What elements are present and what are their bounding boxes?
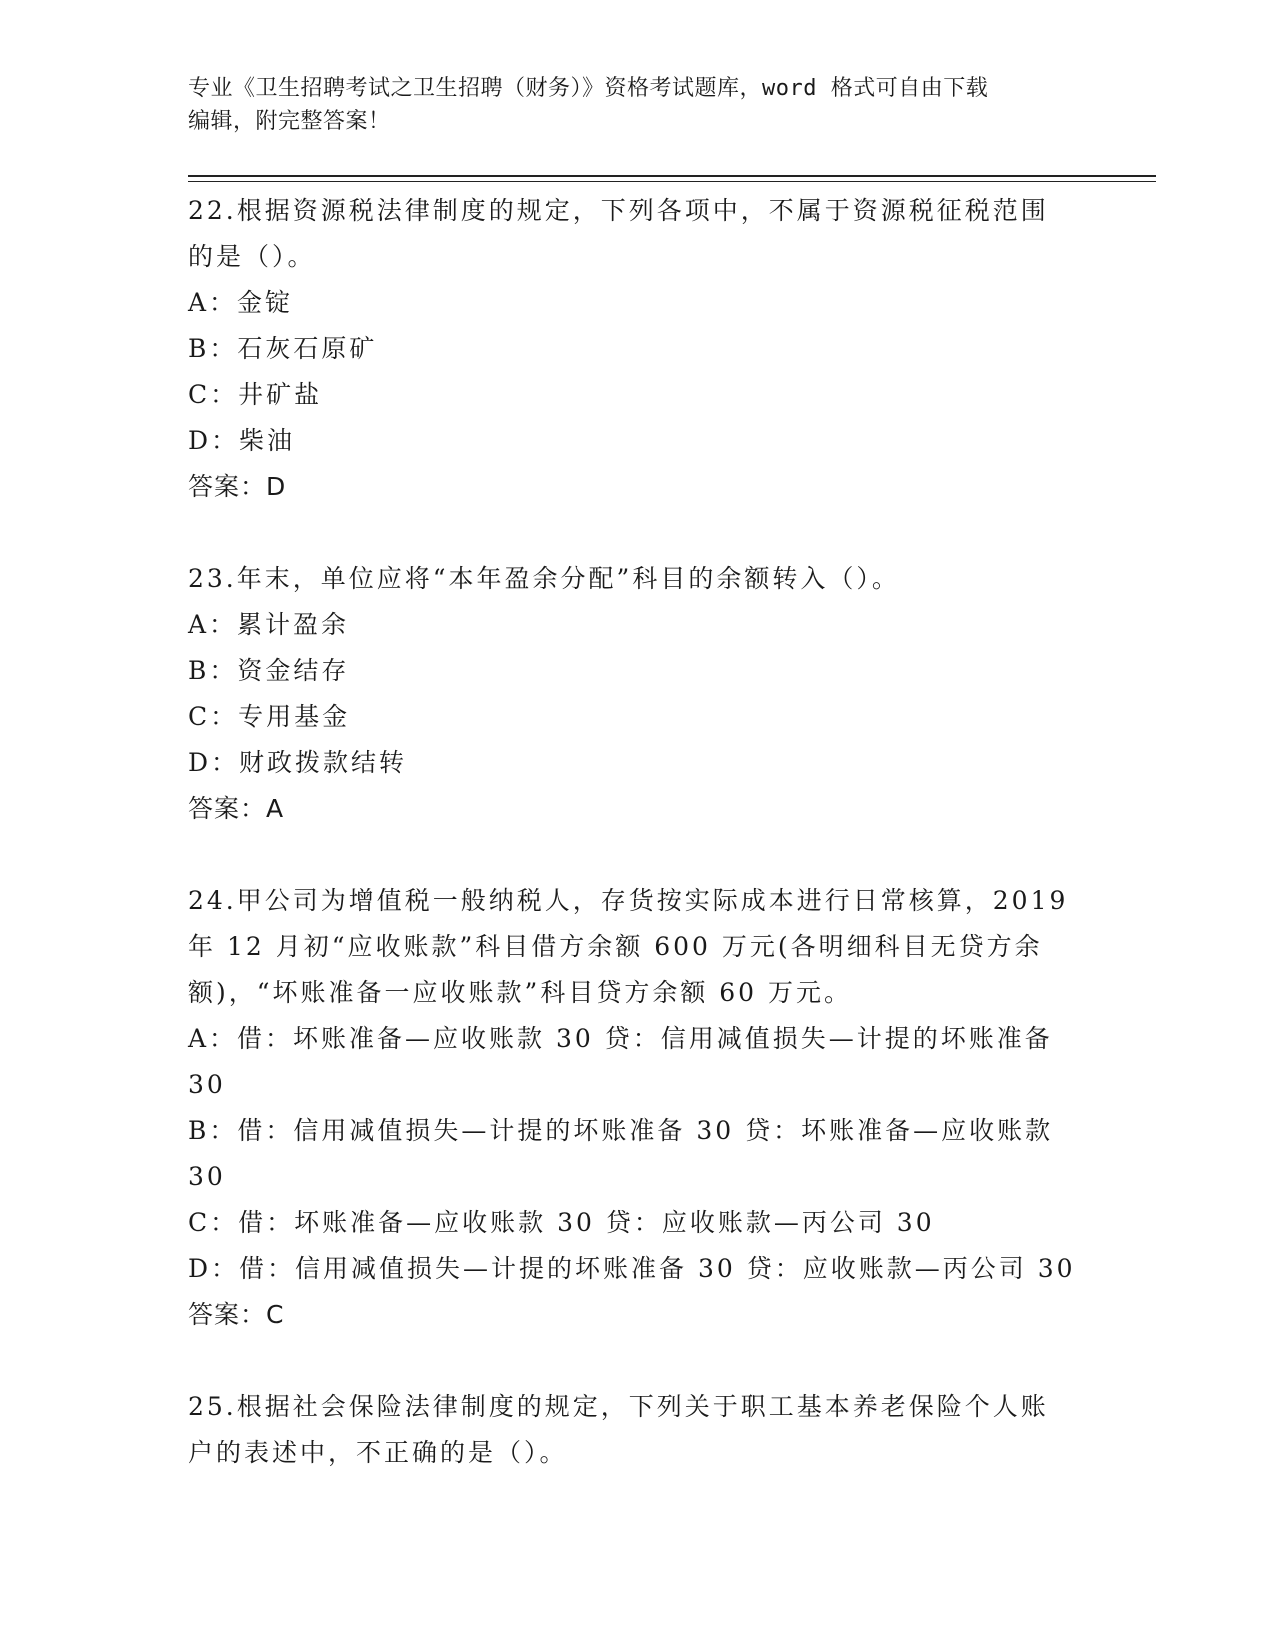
option-c: C：借：坏账准备—应收账款 30 贷：应收账款—丙公司 30	[188, 1208, 935, 1237]
question-22	[188, 188, 1088, 510]
header-divider-thin	[188, 181, 1156, 182]
document-header	[188, 72, 1068, 138]
question-stem-line: 24.甲公司为增值税一般纳税人，存货按实际成本进行日常核算，2019	[188, 886, 1069, 915]
question-stem-line: 户的表述中，不正确的是（）。	[188, 1438, 568, 1467]
question-25	[188, 1384, 1088, 1476]
option-a: A：金锭	[188, 288, 294, 317]
question-24	[188, 878, 1088, 1338]
option-b: B：石灰石原矿	[188, 334, 378, 363]
option-b: B：资金结存	[188, 656, 350, 685]
question-spacer	[188, 1338, 1088, 1384]
option-a: A：借：坏账准备—应收账款 30 贷：信用减值损失—计提的坏账准备	[188, 1024, 1053, 1053]
option-d: D：柴油	[188, 426, 296, 455]
header-line-1: 专业《卫生招聘考试之卫生招聘（财务）》资格考试题库，word 格式可自由下载	[188, 76, 989, 101]
question-stem-line: 的是（）。	[188, 242, 316, 271]
answer-label: 答案：D	[188, 472, 287, 501]
option-c: C：井矿盐	[188, 380, 323, 409]
question-spacer	[188, 510, 1088, 556]
question-stem-line: 年 12 月初“应收账款”科目借方余额 600 万元(各明细科目无贷方余	[188, 932, 1043, 961]
question-stem-line: 额)，“坏账准备一应收账款”科目贷方余额 60 万元。	[188, 978, 853, 1007]
question-stem-line: 22.根据资源税法律制度的规定，下列各项中，不属于资源税征税范围	[188, 196, 1049, 225]
option-b-continued: 30	[188, 1162, 226, 1191]
question-stem-line: 25.根据社会保险法律制度的规定，下列关于职工基本养老保险个人账	[188, 1392, 1049, 1421]
question-spacer	[188, 832, 1088, 878]
header-line-2: 编辑，附完整答案！	[188, 109, 391, 134]
question-23	[188, 556, 1088, 832]
option-c: C：专用基金	[188, 702, 351, 731]
option-a-continued: 30	[188, 1070, 226, 1099]
option-d: D：借：信用减值损失—计提的坏账准备 30 贷：应收账款—丙公司 30	[188, 1254, 1076, 1283]
question-list	[188, 188, 1088, 1476]
option-b: B：借：信用减值损失—计提的坏账准备 30 贷：坏账准备—应收账款	[188, 1116, 1054, 1145]
answer-label: 答案：A	[188, 794, 285, 823]
option-d: D：财政拨款结转	[188, 748, 408, 777]
answer-label: 答案：C	[188, 1300, 285, 1329]
question-stem-line: 23.年末，单位应将“本年盈余分配”科目的余额转入（）。	[188, 564, 900, 593]
header-divider-thick	[188, 175, 1156, 177]
option-a: A：累计盈余	[188, 610, 350, 639]
